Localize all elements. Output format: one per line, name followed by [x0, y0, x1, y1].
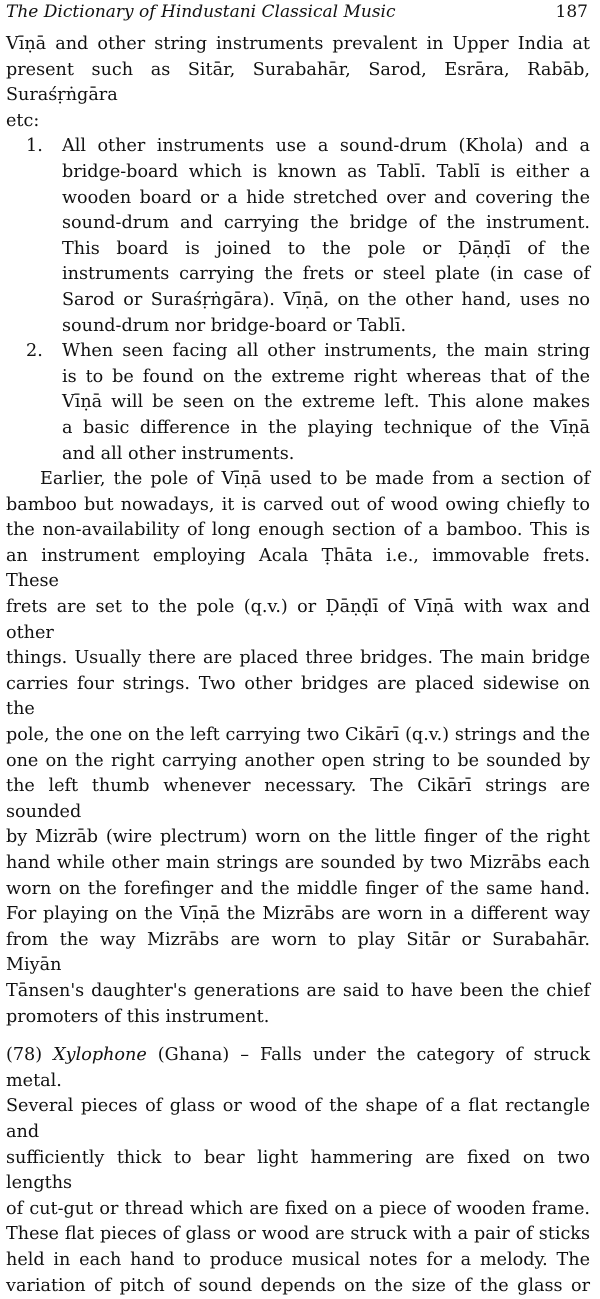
text-line: (78) Xylophone (Ghana) – Falls under the category of struck metal.: [6, 1043, 590, 1094]
text-line: things. Usually there are placed three bridges. The main bridge: [6, 646, 590, 672]
intro-paragraph: [6, 32, 590, 134]
entry-number: (78): [6, 1045, 53, 1065]
text-line: wooden board or a hide stretched over and covering the: [62, 186, 590, 212]
text-line: instruments carrying the frets or steel plate (in case of: [62, 262, 590, 288]
text-line: frets are set to the pole (q.v.) or Ḍāṇḍī of Vīṇā with wax and other: [6, 595, 590, 646]
entry-78-xylophone: [6, 1043, 590, 1299]
text-line: Vīṇā will be seen on the extreme left. This alone makes: [62, 390, 590, 416]
text-line: variation of pitch of sound depends on the size of the glass or: [6, 1274, 590, 1299]
running-header: [6, 0, 588, 26]
text-line: 2. When seen facing all other instruments, the main string: [62, 339, 590, 365]
list-item-1: [6, 134, 590, 339]
text-line: the left thumb whenever necessary. The Cikārī strings are sounded: [6, 774, 590, 825]
text-line: present such as Sitār, Surabahār, Sarod, Esrāra, Rabāb, Suraśṛṅgāra: [6, 58, 590, 109]
text-line: etc:: [6, 109, 590, 135]
text-line: Earlier, the pole of Vīṇā used to be made from a section of: [6, 467, 590, 493]
text-line: sound-drum nor bridge-board or Tablī.: [62, 314, 590, 340]
running-title: The Dictionary of Hindustani Classical Music: [6, 0, 396, 24]
page-number: 187: [556, 0, 588, 24]
text-line: For playing on the Vīṇā the Mizrābs are worn in a different way: [6, 902, 590, 928]
text-line: and all other instruments.: [62, 442, 590, 468]
page-body: [6, 32, 590, 1299]
text-line: from the way Mizrābs are worn to play Sitār or Surabahār. Miyān: [6, 928, 590, 979]
text-line: worn on the forefinger and the middle finger of the same hand.: [6, 877, 590, 903]
list-item-2: [6, 339, 590, 467]
text-line: These flat pieces of glass or wood are struck with a pair of sticks: [6, 1222, 590, 1248]
text-line: Tānsen's daughter's generations are said to have been the chief: [6, 979, 590, 1005]
text-line: by Mizrāb (wire plectrum) worn on the little finger of the right: [6, 825, 590, 851]
text-line: Several pieces of glass or wood of the shape of a flat rectangle and: [6, 1094, 590, 1145]
text-line: carries four strings. Two other bridges are placed sidewise on the: [6, 672, 590, 723]
text-line: of cut-gut or thread which are fixed on a piece of wooden frame.: [6, 1197, 590, 1223]
text-line: 1. All other instruments use a sound-drum (Khola) and a: [62, 134, 590, 160]
entry-term: Xylophone: [53, 1045, 147, 1065]
text-line: one on the right carrying another open string to be sounded by: [6, 749, 590, 775]
text-line: the non-availability of long enough section of a bamboo. This is: [6, 518, 590, 544]
text-line: promoters of this instrument.: [6, 1005, 590, 1031]
text-line: is to be found on the extreme right whereas that of the: [62, 365, 590, 391]
text-line: bridge-board which is known as Tablī. Tablī is either a: [62, 160, 590, 186]
text-line: bamboo but nowadays, it is carved out of wood owing chiefly to: [6, 493, 590, 519]
paragraph-vina-construction: [6, 467, 590, 1030]
text-line: hand while other main strings are sounded by two Mizrābs each: [6, 851, 590, 877]
text-line: held in each hand to produce musical notes for a melody. The: [6, 1248, 590, 1274]
text-line: sufficiently thick to bear light hammering are fixed on two lengths: [6, 1146, 590, 1197]
list-number: 2.: [6, 339, 62, 365]
list-number: 1.: [6, 134, 62, 160]
text-line: This board is joined to the pole or Ḍāṇḍī of the: [62, 237, 590, 263]
text-line: pole, the one on the left carrying two Cikārī (q.v.) strings and the: [6, 723, 590, 749]
text-line: Vīṇā and other string instruments prevalent in Upper India at: [6, 32, 590, 58]
text-line: sound-drum and carrying the bridge of the instrument.: [62, 211, 590, 237]
text-line: a basic difference in the playing technique of the Vīṇā: [62, 416, 590, 442]
text-line: Sarod or Suraśṛṅgāra). Vīṇā, on the other hand, uses no: [62, 288, 590, 314]
text-line: an instrument employing Acala Ṭhāta i.e., immovable frets. These: [6, 544, 590, 595]
